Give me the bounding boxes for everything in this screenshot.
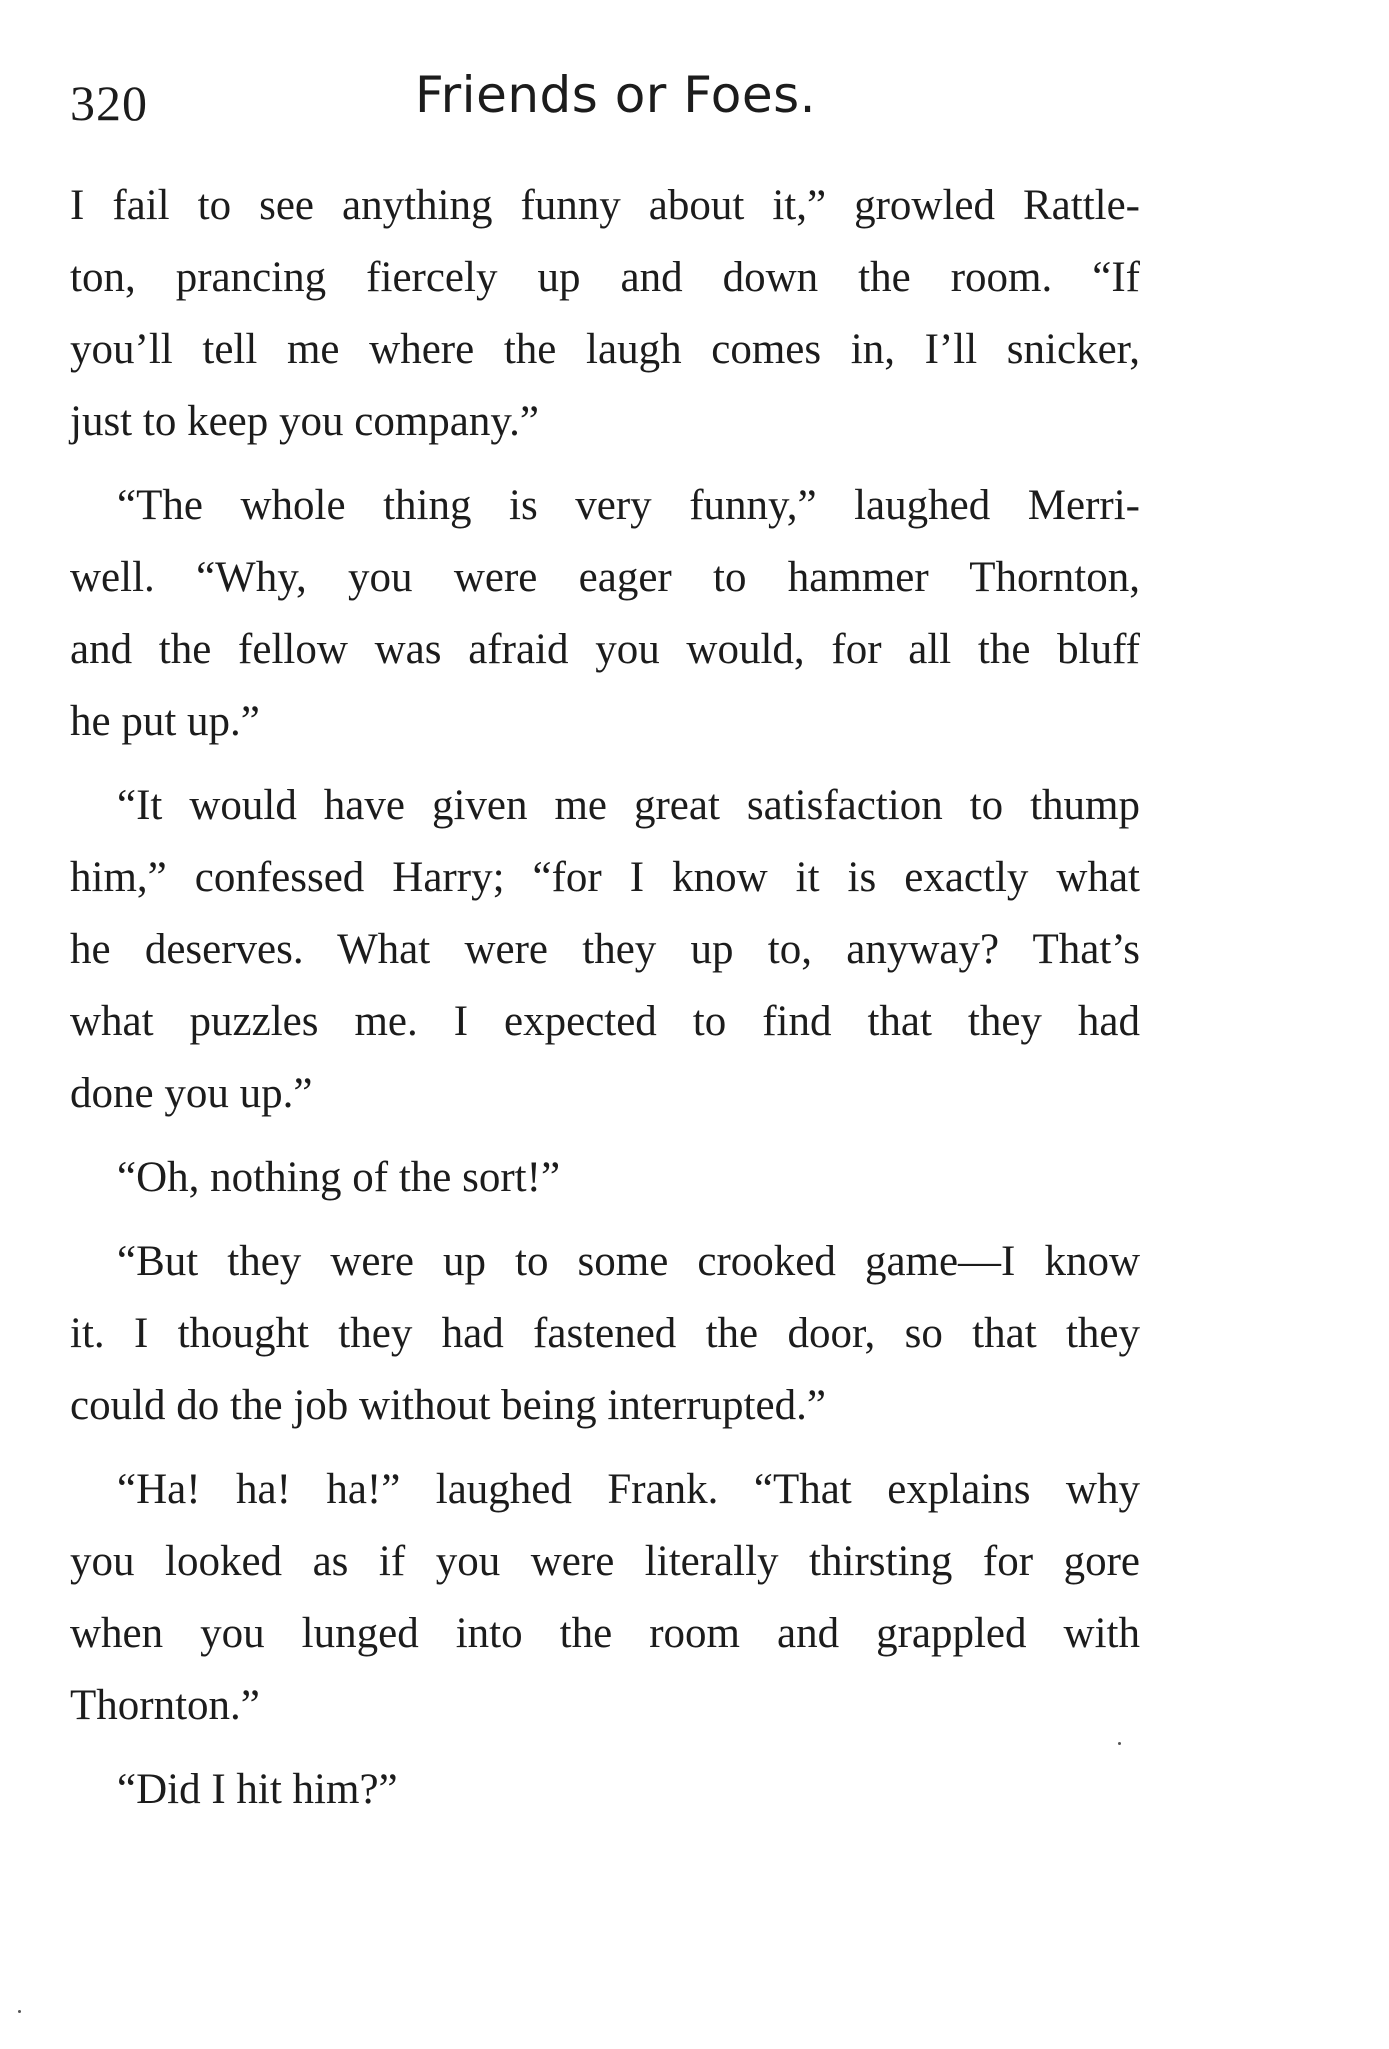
- text-line: Thornton.”: [70, 1682, 260, 1729]
- scan-speck: [1118, 1742, 1121, 1745]
- paragraph-3: [70, 770, 1140, 1130]
- text-line: “But they were up to some crooked game—I know: [117, 1238, 1140, 1285]
- text-line: him,” confessed Harry; “for I know it is exactly what: [70, 854, 1140, 901]
- paragraph-1: [70, 170, 1140, 458]
- paragraph-7: [70, 1754, 1140, 1826]
- text-line: when you lunged into the room and grappled with: [70, 1610, 1140, 1657]
- body-text: [70, 170, 1140, 1826]
- text-line: he deserves. What were they up to, anyway? That’s: [70, 926, 1140, 973]
- text-line: just to keep you company.”: [70, 398, 539, 445]
- paragraph-6: [70, 1454, 1140, 1742]
- page-number: 320: [70, 75, 148, 131]
- text-line: and the fellow was afraid you would, for all the bluff: [70, 626, 1140, 673]
- text-line: well. “Why, you were eager to hammer Thornton,: [70, 554, 1140, 601]
- text-line: “The whole thing is very funny,” laughed Merri-: [117, 482, 1140, 529]
- text-line: done you up.”: [70, 1070, 313, 1117]
- text-line: “Did I hit him?”: [117, 1766, 398, 1813]
- text-line: ton, prancing fiercely up and down the room. “If: [70, 254, 1140, 301]
- running-title: Friends or Foes.: [415, 66, 817, 124]
- text-line: could do the job without being interrupted.”: [70, 1382, 826, 1429]
- text-line: “Oh, nothing of the sort!”: [117, 1154, 561, 1201]
- text-line: “Ha! ha! ha!” laughed Frank. “That explains why: [117, 1466, 1140, 1513]
- page-header: [70, 66, 1140, 136]
- text-line: I fail to see anything funny about it,” growled Rattle-: [70, 182, 1140, 229]
- text-line: you looked as if you were literally thirsting for gore: [70, 1538, 1140, 1585]
- text-line: “It would have given me great satisfaction to thump: [117, 782, 1140, 829]
- paragraph-2: [70, 470, 1140, 758]
- text-line: it. I thought they had fastened the door, so that they: [70, 1310, 1140, 1357]
- text-line: you’ll tell me where the laugh comes in, I’ll snicker,: [70, 326, 1140, 373]
- text-line: he put up.”: [70, 698, 260, 745]
- scan-speck: [18, 2010, 21, 2013]
- paragraph-4: [70, 1142, 1140, 1214]
- paragraph-5: [70, 1226, 1140, 1442]
- text-line: what puzzles me. I expected to find that they had: [70, 998, 1140, 1045]
